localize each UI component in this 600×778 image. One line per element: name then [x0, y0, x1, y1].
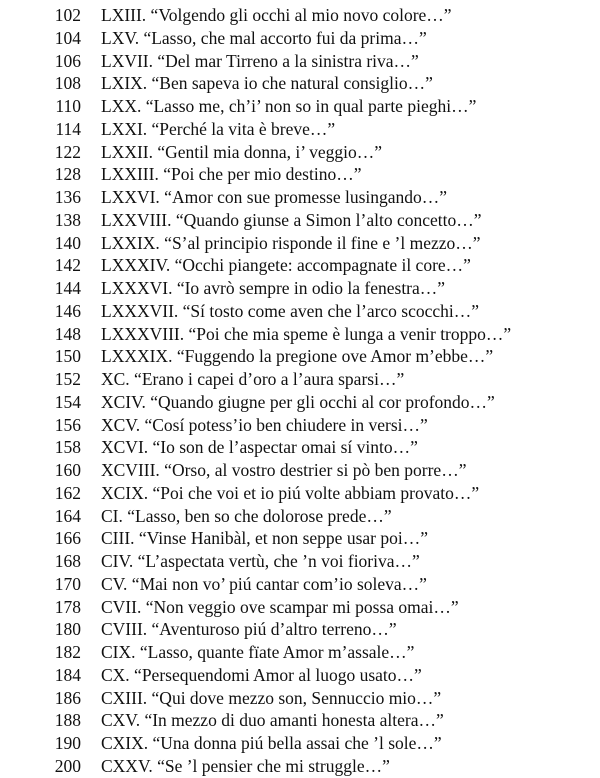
poem-title: CIX. “Lasso, quante fïate Amor m’assale…” [101, 642, 415, 662]
list-item [0, 550, 600, 573]
list-item [0, 209, 600, 232]
list-item [0, 277, 600, 300]
list-item [0, 482, 600, 505]
poem-title: CX. “Persequendomi Amor al luogo usato…” [101, 664, 422, 685]
list-item [0, 4, 600, 27]
poem-title: LXXIX. “S’al principio risponde il fine e ’l mezzo…” [101, 232, 481, 253]
poem-title: XCV. “Cosí potess’io ben chiudere in versi…” [101, 414, 428, 435]
page-number: 104 [54, 27, 81, 48]
page-number: 150 [54, 346, 81, 367]
list-item [0, 118, 600, 141]
poem-title: XCVIII. “Orso, al vostro destrier si pò ben porre…” [101, 460, 467, 480]
list-item [0, 368, 600, 391]
page-number: 110 [55, 96, 81, 116]
list-item [0, 345, 600, 368]
poem-title: LXXVI. “Amor con sue promesse lusingando…” [101, 187, 448, 207]
list-item [0, 641, 600, 664]
poem-title: XC. “Erano i capei d’oro a l’aura sparsi…” [101, 369, 405, 389]
list-item [0, 95, 600, 118]
list-item [0, 323, 600, 346]
poem-title: LXXIII. “Poi che per mio destino…” [101, 164, 362, 185]
list-item [0, 664, 600, 687]
poem-title: CVIII. “Aventuroso piú d’altro terreno…” [101, 619, 397, 640]
list-item [0, 254, 600, 277]
poem-title: CV. “Mai non vo’ piú cantar com’io soleva…” [101, 573, 427, 594]
list-item [0, 459, 600, 482]
page-number: 142 [54, 255, 81, 276]
list-item [0, 505, 600, 528]
poem-title: LXXXVI. “Io avrò sempre in odio la fenestra…” [101, 278, 446, 298]
poem-title: CXXV. “Se ’l pensier che mi struggle…” [101, 755, 390, 776]
page-number: 140 [54, 232, 81, 253]
page-number: 156 [54, 414, 81, 435]
page-number: 162 [54, 482, 81, 503]
page-number: 108 [54, 73, 81, 94]
list-item [0, 527, 600, 550]
poem-title: LXXXIV. “Occhi piangete: accompagnate il core…” [101, 255, 471, 276]
poem-title: CIII. “Vinse Hanibàl, et non seppe usar poi…” [101, 528, 428, 549]
poem-title: LXXXVIII. “Poi che mia speme è lunga a venir troppo…” [101, 323, 512, 344]
poem-title: CIV. “L’aspectata vertù, che ’n voi fioriva…” [101, 551, 420, 571]
page-number: 168 [54, 551, 81, 571]
poem-title: CI. “Lasso, ben so che dolorose prede…” [101, 505, 392, 526]
poem-title: CXIX. “Una donna piú bella assai che ’l sole…” [101, 733, 442, 753]
page-number: 138 [54, 209, 81, 230]
poem-title: LXVII. “Del mar Tirreno a la sinistra riva…” [101, 50, 419, 71]
page-number: 166 [54, 528, 81, 549]
page-number: 128 [54, 164, 81, 185]
page-number: 190 [54, 733, 81, 753]
list-item [0, 50, 600, 73]
page-number: 158 [54, 437, 81, 458]
poem-title: CVII. “Non veggio ove scampar mi possa omai…” [101, 596, 459, 617]
page-number: 136 [54, 187, 81, 207]
list-item [0, 414, 600, 437]
page-number: 102 [54, 5, 81, 25]
list-item [0, 186, 600, 209]
page-number: 106 [54, 50, 81, 71]
list-item [0, 163, 600, 186]
list-item [0, 27, 600, 50]
page-number: 152 [54, 369, 81, 389]
poem-title: CXV. “In mezzo di duo amanti honesta altera…” [101, 710, 444, 731]
poem-title: LXXVIII. “Quando giunse a Simon l’alto concetto…” [101, 209, 482, 230]
list-item [0, 596, 600, 619]
page-number: 122 [54, 141, 81, 162]
poem-title: LXXII. “Gentil mia donna, i’ veggio…” [101, 141, 383, 162]
page-number: 164 [54, 505, 81, 526]
poem-title: LXXI. “Perché la vita è breve…” [101, 118, 336, 139]
page-number: 114 [55, 118, 81, 139]
list-item [0, 391, 600, 414]
list-item [0, 732, 600, 755]
poem-title: LXXXVII. “Sí tosto come aven che l’arco scocchi…” [101, 300, 480, 321]
page-number: 170 [54, 573, 81, 594]
list-item [0, 72, 600, 95]
poem-title: XCVI. “Io son de l’aspectar omai sí vinto…” [101, 437, 418, 458]
poem-title: LXXXIX. “Fuggendo la pregione ove Amor m’ebbe…” [101, 346, 494, 367]
page-number: 148 [54, 323, 81, 344]
page-number: 184 [54, 664, 81, 685]
poem-title: LXIX. “Ben sapeva io che natural consiglio…” [101, 73, 433, 94]
page-number: 146 [54, 300, 81, 321]
list-item [0, 573, 600, 596]
page-number: 154 [54, 391, 81, 412]
list-item [0, 300, 600, 323]
list-item [0, 232, 600, 255]
page-number: 200 [54, 755, 81, 776]
list-item [0, 687, 600, 710]
poem-title: XCIX. “Poi che voi et io piú volte abbiam provato…” [101, 482, 480, 503]
page-number: 186 [54, 687, 81, 708]
page-number: 188 [54, 710, 81, 731]
poem-title: XCIV. “Quando giugne per gli occhi al cor profondo…” [101, 391, 495, 412]
poem-title: LXIII. “Volgendo gli occhi al mio novo colore…” [101, 5, 452, 25]
poem-title: LXX. “Lasso me, ch’i’ non so in qual parte pieghi…” [101, 96, 477, 116]
page-number: 182 [54, 642, 81, 662]
poem-title: LXV. “Lasso, che mal accorto fui da prima…” [101, 27, 427, 48]
page-number: 178 [54, 596, 81, 617]
list-item [0, 141, 600, 164]
poem-title: CXIII. “Qui dove mezzo son, Sennuccio mio…” [101, 687, 442, 708]
page-number: 144 [54, 278, 81, 298]
list-item [0, 709, 600, 732]
page-number: 180 [54, 619, 81, 640]
page-number: 160 [54, 460, 81, 480]
list-item [0, 436, 600, 459]
list-item [0, 755, 600, 778]
list-item [0, 618, 600, 641]
